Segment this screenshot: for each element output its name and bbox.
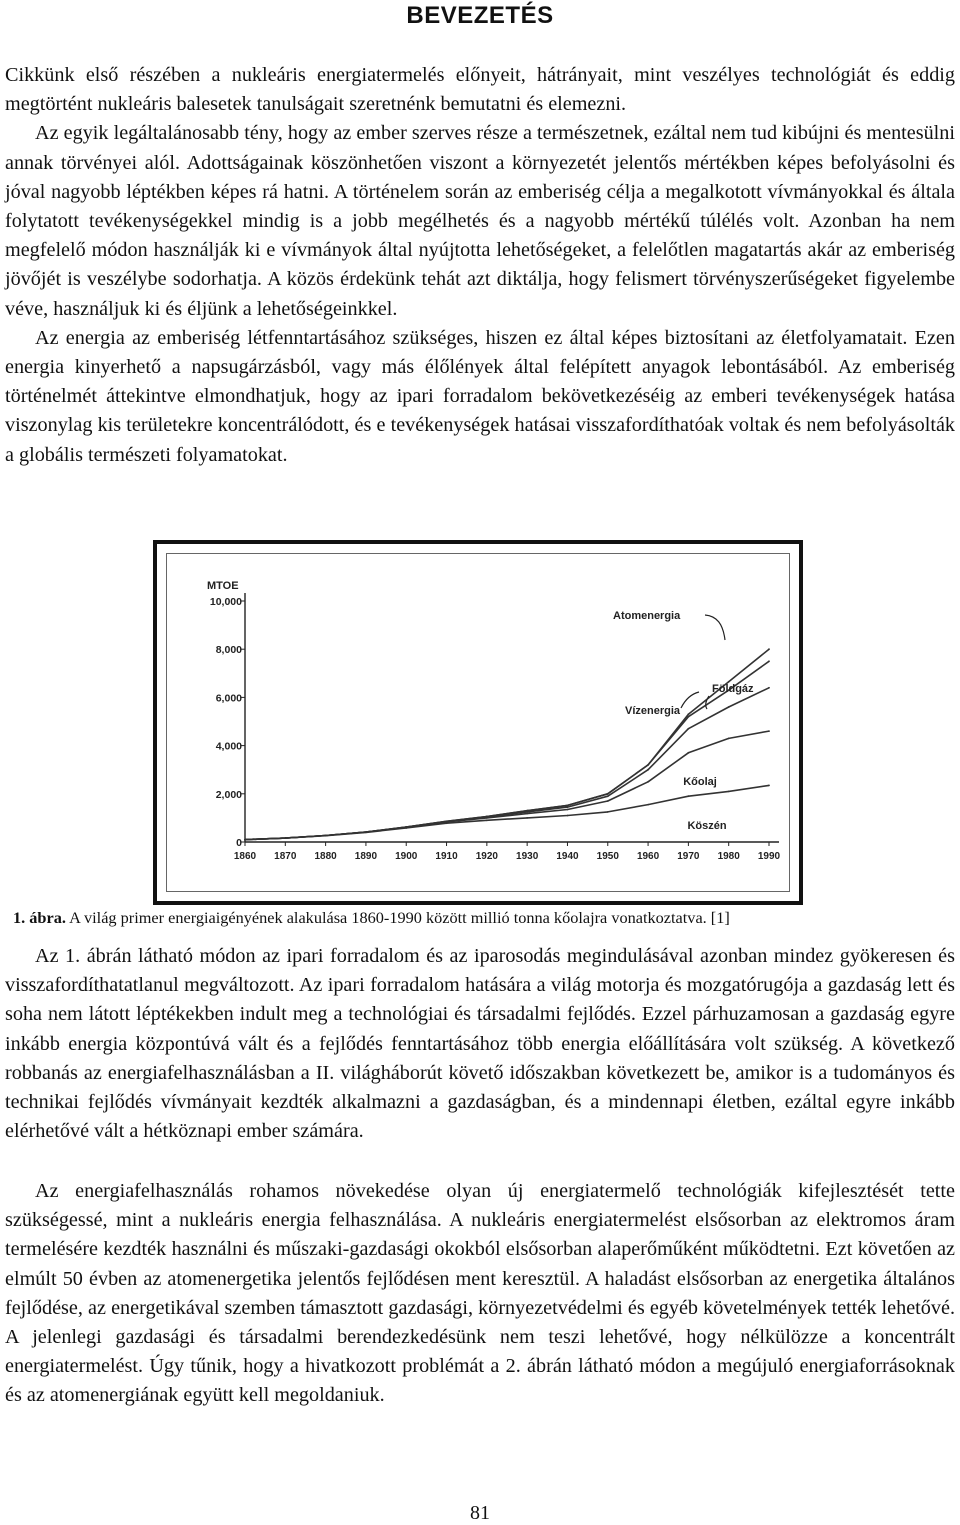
data-point <box>284 837 286 839</box>
series-label: Kőolaj <box>683 776 717 788</box>
data-point <box>647 781 649 783</box>
figure-caption-text: A világ primer energiaigényének alakulása 1860-1990 között millió tonna kőolajra vonatkoztatva. [1] <box>65 908 730 927</box>
foldgaz-leader <box>681 692 699 708</box>
data-point <box>446 820 448 822</box>
paragraph-1: Cikkünk első részében a nukleáris energiatermelés előnyeit, hátrányait, mint veszélyes technológiát és eddig megtörtént nukleáris balesetek tanulságait szeretnénk bemutatni és elemezni. <box>5 64 955 116</box>
paragraph-4: Az 1. ábrán látható módon az ipari forradalom és az iparosodás megindulásával azonban mindez gyökeresen és visszafordíthatatlanul megváltozott. Az ipari forradalom hatására a világ motorja és mozgatórugója a gazdaság lett és soha nem látott léptékekben indult meg a technológiai és társadalmi fejlődés. Ezzel párhuzamosan a gazdaság egyre inkább energia központúvá vált és a fejlődés fenntartásához több energia előállítására volt szükség. A következő robbanás az energiafelhasználásban a II. világháborút követő időszakban következett be, amikor is a tudományos és technikai fejlődés vívmányait kezdték alkalmazni a gazdaságban, és a mindennapi életben, ezáltal egyre inkább elérhetővé vált a hétköznapi ember számára. <box>5 945 955 1143</box>
x-tick-label: 1970 <box>677 851 700 862</box>
x-tick-label: 1940 <box>556 851 579 862</box>
series-label: Atomenergia <box>613 610 681 622</box>
x-tick-label: 1980 <box>717 851 740 862</box>
series-label: Köszén <box>687 820 727 832</box>
data-point <box>607 800 609 802</box>
series-line-4 <box>245 649 769 839</box>
data-point <box>405 826 407 828</box>
x-tick-label: 1990 <box>757 851 781 862</box>
data-point <box>526 813 528 815</box>
energy-demand-chart <box>157 544 799 901</box>
y-tick-label: 4,000 <box>215 740 242 753</box>
series-label: Vízenergia <box>625 705 681 717</box>
x-tick-label: 1860 <box>233 851 257 862</box>
y-tick-label: 0 <box>236 837 242 849</box>
data-point <box>687 795 689 797</box>
figure-label: 1. ábra. <box>13 908 66 927</box>
data-point <box>567 806 569 808</box>
section-title: BEVEZETÉS <box>406 2 554 29</box>
series-label: Földgáz <box>712 683 754 695</box>
intro-paragraphs <box>5 61 955 470</box>
figure-caption <box>13 907 953 929</box>
data-point <box>768 730 770 732</box>
data-point <box>567 809 569 811</box>
paragraph-3: Az energia az emberiség létfenntartásához szükséges, hiszen ez által képes biztosítani az életfolyamatait. Ezen energia kinyerhető a napsugárzásból, vagy más élőlények által felépített anyagok lebontásából. Az emberiség történelmét áttekintve elmondhatjuk, hogy az ipari forradalom bekövetkezéséig az emberi tevékenységek hatása viszonylag kis területekre koncentrálódott, és e tevékenységek hatásai visszafordíthatóak voltak és nem befolyásolták a globális természeti folyamatokat. <box>5 326 955 466</box>
data-point <box>728 706 730 708</box>
data-point <box>768 784 770 786</box>
data-point <box>486 816 488 818</box>
data-point <box>768 660 770 662</box>
y-tick-label: 6,000 <box>215 692 242 705</box>
data-point <box>728 737 730 739</box>
x-tick-label: 1890 <box>354 851 378 862</box>
data-point <box>728 790 730 792</box>
paragraph-5: Az energiafelhasználás rohamos növekedése olyan új energiatermelő technológiák kifejlesztését tette szükségessé, mint a nukleáris energia felhasználása. A nukleáris energiatermelést elsősorban az elektromos áram termelésére kezdték használni és műszaki-gazdasági okokból elsősorban alaperőműként működtetni. Ezt követően az elmúlt 50 évben az atomenergetika jelentős fejlődésen ment keresztül. A haladást elsősorban az energetika általános fejlődése, az energetikával szemben támasztott gazdasági, környezetvédelmi és egyéb követelmények tették lehetővé. A jelenlegi gazdasági és társadalmi berendezkedésünk nem teszi lehetővé, hogy nélkülözze a koncentrált energiatermelést. Úgy tűnik, hogy a hivatkozott problémát a 2. ábrán látható módon a megújuló energiaforrásoknak és az atomenergiának együtt kell megoldaniuk. <box>5 1180 955 1407</box>
x-tick-label: 1910 <box>435 851 458 862</box>
data-point <box>647 769 649 771</box>
x-tick-label: 1930 <box>516 851 539 862</box>
data-point <box>607 793 609 795</box>
data-point <box>567 815 569 817</box>
x-tick-label: 1870 <box>274 851 297 862</box>
data-point <box>768 687 770 689</box>
figure-1 <box>153 540 803 905</box>
data-point <box>768 648 770 650</box>
data-point <box>244 839 246 841</box>
data-point <box>607 811 609 813</box>
y-tick-label: 2,000 <box>215 788 242 801</box>
atomenergia-leader <box>705 615 725 640</box>
data-point <box>687 713 689 715</box>
y-axis-label: MTOE <box>207 580 239 592</box>
data-point <box>526 817 528 819</box>
paragraph-2: Az egyik legáltalánosabb tény, hogy az ember szerves része a természetnek, ezáltal nem tud kibújni és mentesülni annak törvényei alól. Adottságainak köszönhetően viszont a környezetét jelentős mértékben képes befolyásolni és jóval nagyobb léptékben képes rá hatni. A történelem során az emberiség célja a megalkotott vívmányokkal és általa folytatott tevékenységekkel mindig is a jobb megélhetés és a nagyobb mértékű túlélés volt. Azonban ha nem megfelelő módon használják ki e vívmányok által nyújtotta lehetőségeket, a felelőtlen magatartás akár az emberiség jövőjét is veszélybe sodorhatja. A közös érdekünk tehát azt diktálja, hogy felismert törvényszerűségeket figyelembe véve, használjuk ki és éljünk a lehetőségeinkkel. <box>5 122 955 320</box>
data-point <box>647 804 649 806</box>
y-tick-label: 8,000 <box>215 644 242 657</box>
series-line-2 <box>245 688 769 840</box>
x-tick-label: 1960 <box>636 851 660 862</box>
data-point <box>486 819 488 821</box>
x-tick-label: 1920 <box>475 851 498 862</box>
x-tick-label: 1900 <box>395 851 418 862</box>
data-point <box>647 764 649 766</box>
data-point <box>687 728 689 730</box>
data-point <box>687 752 689 754</box>
y-tick-label: 10,000 <box>209 596 242 608</box>
x-tick-label: 1950 <box>596 851 619 862</box>
data-point <box>526 810 528 812</box>
page-number: 81 <box>470 1502 490 1524</box>
data-point <box>365 831 367 833</box>
data-point <box>607 795 609 797</box>
data-point <box>325 835 327 837</box>
data-point <box>567 804 569 806</box>
x-tick-label: 1880 <box>314 851 337 862</box>
